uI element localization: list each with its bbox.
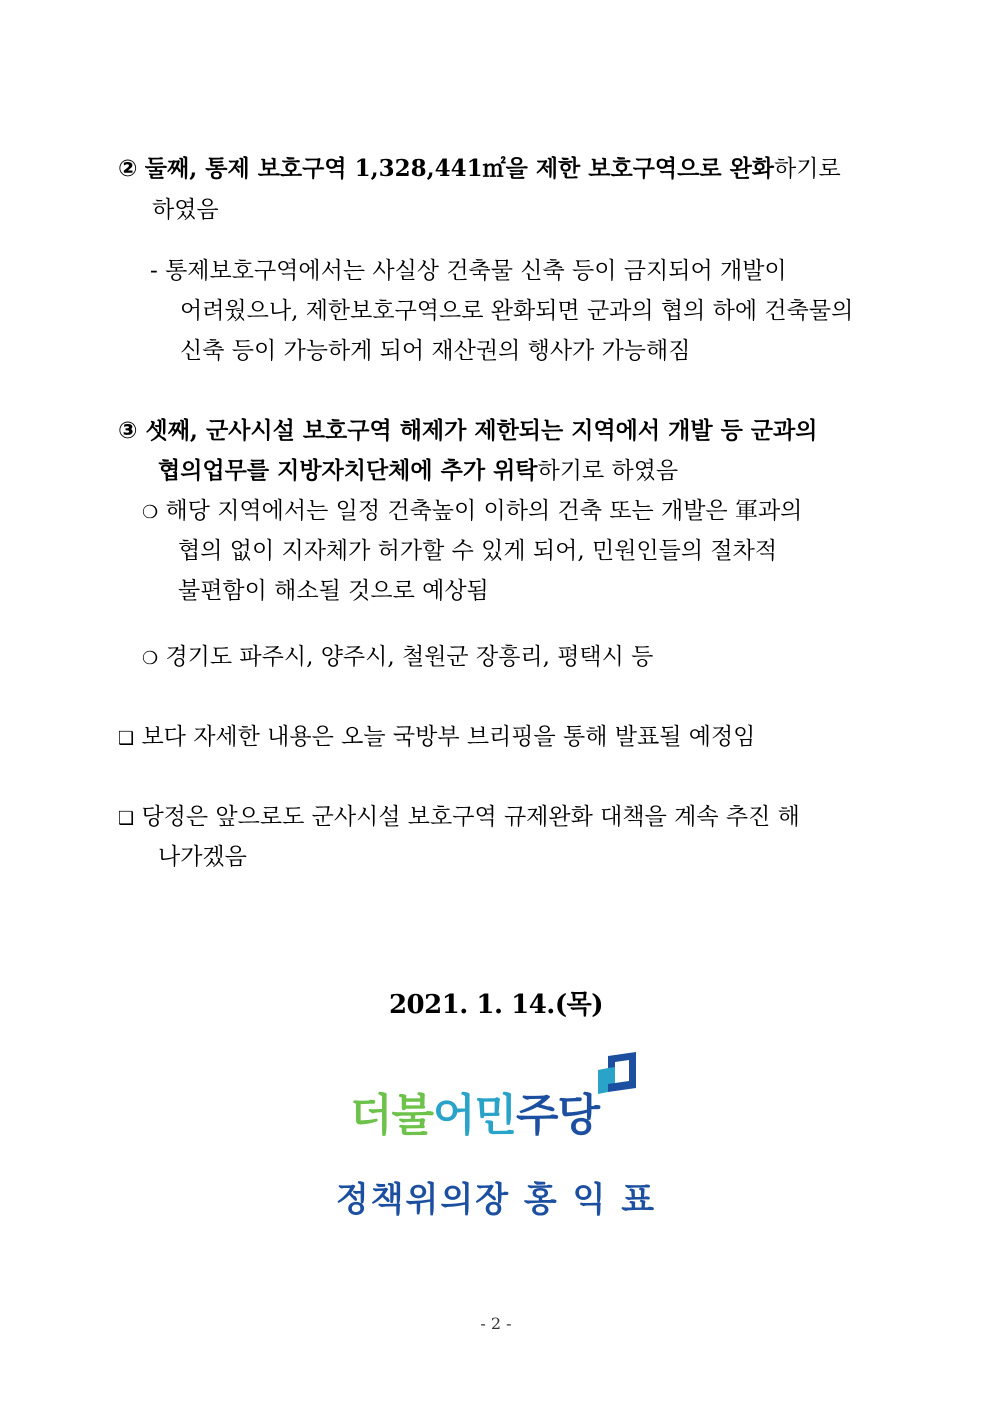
box-item-2-line1 [118,802,800,834]
square-bullet-icon: ❑ [118,808,135,829]
party-logo-text [350,1090,599,1142]
policy-chair-name: 정책위의장 홍 익 표 [335,1180,657,1220]
item3-heading-bold2: 협의업무를 지방자치단체에 추가 위탁 [158,457,538,484]
box-item-2-line2: 나가겠음 [158,844,247,870]
box-item-2-text1: 당정은 앞으로도 군사시설 보호구역 규제완화 대책을 계속 추진 해 [141,804,800,830]
item3-bullet1-line2: 협의 없이 지자체가 허가할 수 있게 되어, 민원인들의 절차적 [178,538,778,564]
logo-part-1: 더불 [350,1090,434,1141]
square-bullet-icon: ❑ [118,728,135,749]
item3-bullet2-text: 경기도 파주시, 양주시, 철원군 장흥리, 평택시 등 [165,644,654,670]
dash-marker: - [150,258,158,284]
item2-heading-rest: 하기로 [774,156,841,182]
item3-heading-bold: 셋째, 군사시설 보호구역 해제가 제한되는 지역에서 개발 등 군과의 [145,417,818,444]
item2-sub-text1: 통제보호구역에서는 사실상 건축물 신축 등이 금지되어 개발이 [165,258,787,284]
box-item-1 [118,722,755,754]
item2-line1 [118,154,841,184]
party-logo [348,1052,648,1148]
item3-marker: ③ [118,418,138,444]
item2-marker: ② [118,156,138,182]
release-date: 2021. 1. 14.(목) [388,990,604,1020]
item3-bullet2 [142,642,653,674]
page-number: - 2 - [480,1314,512,1333]
item3-line1 [118,416,817,446]
flag-icon [594,1052,638,1096]
item2-line2: 하였음 [152,197,219,223]
item3-bullet1-line1 [142,496,802,528]
item3-bullet1-line3: 불편함이 해소될 것으로 예상됨 [178,578,489,604]
item3-line2 [158,456,678,486]
item2-sub-line1 [150,256,787,286]
item3-bullet1-text1: 해당 지역에서는 일정 건축높이 이하의 건축 또는 개발은 軍과의 [165,498,803,524]
logo-part-3: 주당 [516,1090,600,1141]
logo-part-2: 어민 [433,1090,517,1141]
circle-bullet-icon: ❍ [142,648,159,669]
item2-sub-line3: 신축 등이 가능하게 되어 재산권의 행사가 가능해짐 [180,338,691,364]
circle-bullet-icon: ❍ [142,502,159,523]
item3-heading-rest: 하기로 하였음 [537,458,679,484]
box-item-1-text: 보다 자세한 내용은 오늘 국방부 브리핑을 통해 발표될 예정임 [141,724,756,750]
item2-sub-line2: 어려웠으나, 제한보호구역으로 완화되면 군과의 협의 하에 건축물의 [180,298,854,324]
item2-heading-bold: 둘째, 통제 보호구역 1,328,441㎡을 제한 보호구역으로 완화 [144,155,775,182]
